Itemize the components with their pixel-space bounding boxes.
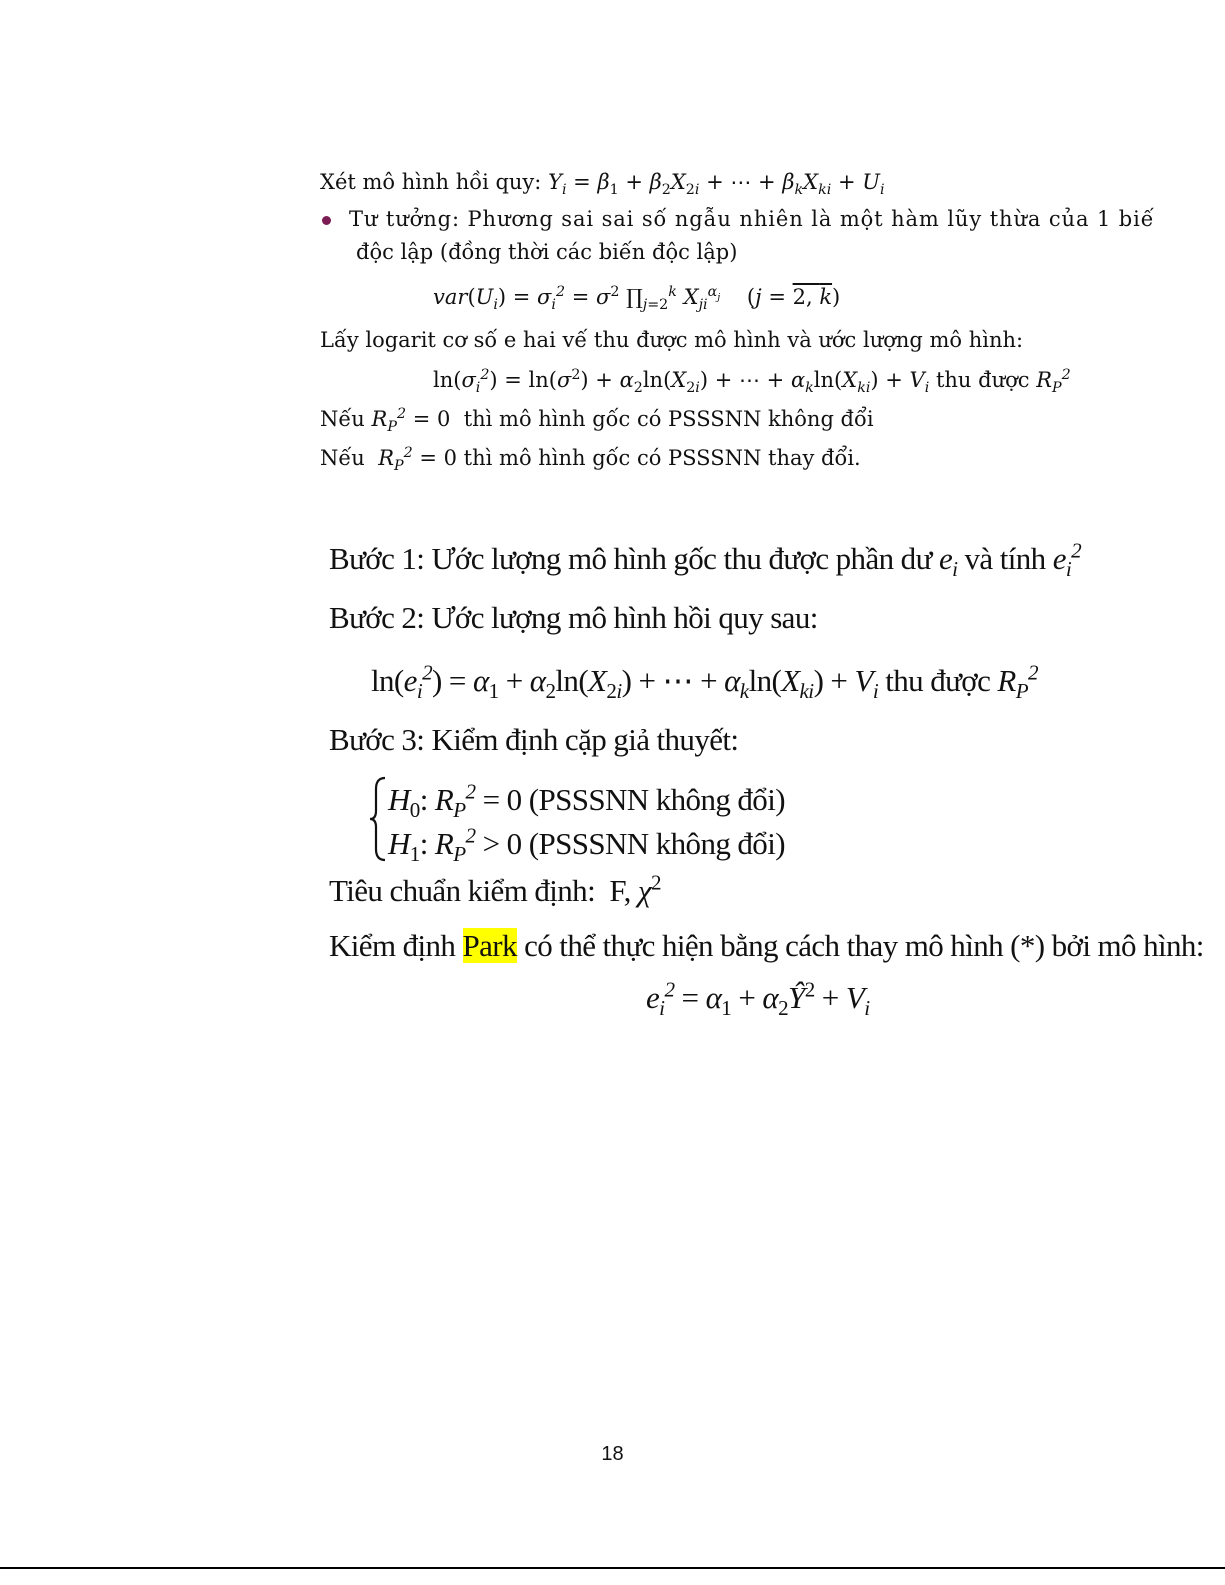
- park-equation: $e_i^2 = \alpha_1$ + $\alpha_2Ŷ^2 + V_i$: [646, 977, 870, 1021]
- case1-text: thì mô hình gốc có PSSSNN không đổi: [463, 407, 874, 431]
- bullet-text-1: Tư tưởng: Phương sai sai số ngẫu nhiên là một hàm lũy thừa của 1 biế: [349, 207, 1155, 231]
- park-prefix: Kiểm định: [329, 928, 456, 963]
- criteria-line: Tiêu chuẩn kiểm định: F, $\chi^2$: [329, 870, 661, 908]
- log-tail: thu được: [935, 368, 1030, 392]
- hypothesis-h0: $H_0$: $R_P^2 = 0$ (PSSSNN không đổi): [388, 779, 785, 823]
- intro-line: [320, 170, 885, 199]
- step1-and: và tính: [964, 541, 1046, 576]
- intro-equation: $Y_i = \beta_1 + \beta_2X_{2i}$ + ⋯ + $\beta_kX_{ki} + U_i$: [548, 170, 885, 199]
- park-highlight: Park: [462, 928, 517, 963]
- h1-text: (PSSSNN không đổi): [528, 826, 785, 861]
- criteria-value: F,: [609, 873, 631, 908]
- step-1: Bước 1: Ước lượng mô hình gốc thu được phần dư $e_i$ và tính $e_i^2$: [329, 538, 1082, 582]
- case-2: Nếu $R_P^2 = 0$ thì mô hình gốc có PSSSNN thay đổi.: [320, 445, 861, 475]
- case2-prefix: Nếu: [320, 446, 365, 470]
- hypothesis-brace: [368, 775, 388, 868]
- variance-equation: $var(U_i) = \sigma_i^2 = \sigma^2$ $\prod_{j=2}^k$ $X_{ji}^{\alpha_j}$ (j = 2, k): [433, 284, 841, 314]
- criteria-text: Tiêu chuẩn kiểm định:: [329, 873, 596, 908]
- park-suffix: có thể thực hiện bằng cách thay mô hình (*) bởi mô hình:: [524, 928, 1204, 963]
- page-number: 18: [601, 1443, 624, 1465]
- case2-text: thì mô hình gốc có PSSSNN thay đổi.: [463, 446, 861, 470]
- park-line: [329, 928, 1204, 964]
- step2-equation: $\ln(e_i^2) = \alpha_1 + \alpha_2\ln(X_{2i})$ + ⋯ + $\alpha_k\ln(X_{ki}) + V_i$ thu được $R_P^2$: [371, 660, 1038, 704]
- step-2: Bước 2: Ước lượng mô hình hồi quy sau:: [329, 600, 818, 635]
- h0-text: (PSSSNN không đổi): [528, 782, 785, 817]
- case-1: Nếu $R_P^2 = 0$ thì mô hình gốc có PSSSNN không đổi: [320, 406, 874, 436]
- bullet-line-1: [322, 207, 1155, 231]
- step2-tail: thu được: [885, 663, 991, 698]
- step1-text: Bước 1: Ước lượng mô hình gốc thu được phần dư: [329, 541, 932, 576]
- bullet-line-2: độc lập (đồng thời các biến độc lập): [356, 240, 738, 264]
- log-equation: $\ln(\sigma_i^2) = \ln(\sigma^2) + \alpha_2\ln(X_{2i})$ + ⋯ + $\alpha_k\ln(X_{ki}) + V_i$ thu được $R_P^2$: [433, 367, 1071, 397]
- intro-text: Xét mô hình hồi quy:: [320, 170, 542, 194]
- log-text: Lấy logarit cơ số e hai vế thu được mô hình và ước lượng mô hình:: [320, 328, 1024, 352]
- bottom-rule: [0, 1567, 1225, 1569]
- hypothesis-h1: $H_1$: $R_P^2 > 0$ (PSSSNN không đổi): [388, 823, 785, 867]
- step-3: Bước 3: Kiểm định cặp giả thuyết:: [329, 722, 739, 757]
- bullet-icon: [322, 216, 331, 225]
- brace-icon: [368, 775, 388, 863]
- case1-prefix: Nếu: [320, 407, 365, 431]
